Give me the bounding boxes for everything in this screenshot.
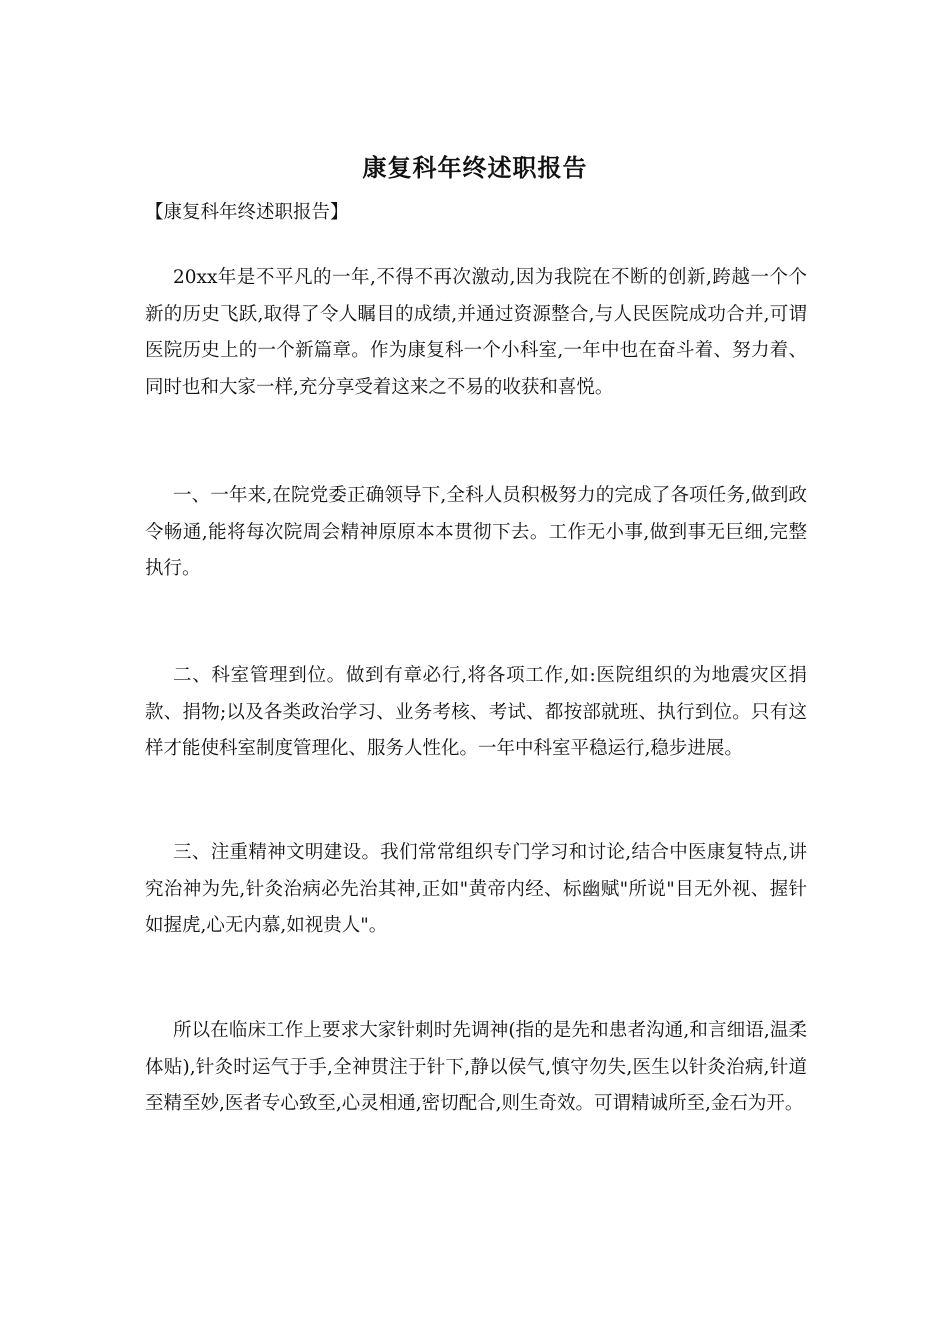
- paragraph-section-two: 二、科室管理到位。做到有章必行,将各项工作,如:医院组织的为地震灾区捐款、捐物;以及各类政治学习、业务考核、考试、都按部就班、执行到位。只有这样才能使科室制度管理化、服务人性化。一年中科室平稳运行,稳步进展。: [145, 665, 807, 759]
- paragraph-clinical-work: 所以在临床工作上要求大家针刺时先调神(指的是先和患者沟通,和言细语,温柔体贴),针灸时运气于手,全神贯注于针下,静以侯气,慎守勿失,医生以针灸治病,针道至精至妙,医者专心致至,心灵相通,密切配合,则生奇效。可谓精诚所至,金石为开。: [145, 1020, 807, 1114]
- paragraph-intro: 20xx年是不平凡的一年,不得不再次激动,因为我院在不断的创新,跨越一个个新的历史飞跃,取得了令人瞩目的成绩,并通过资源整合,与人民医院成功合并,可谓医院历史上的一个新篇章。作为康复科一个小科室,一年中也在奋斗着、努力着、同时也和大家一样,充分享受着这来之不易的收获和喜悦。: [145, 267, 807, 398]
- document-subtitle: 【康复科年终述职报告】: [145, 202, 349, 223]
- paragraph-section-one: 一、一年来,在院党委正确领导下,全科人员积极努力的完成了各项任务,做到政令畅通,能将每次院周会精神原原本本贯彻下去。工作无小事,做到事无巨细,完整执行。: [145, 485, 807, 579]
- document-title: 康复科年终述职报告: [362, 153, 588, 182]
- paragraph-section-three: 三、注重精神文明建设。我们常常组织专门学习和讨论,结合中医康复特点,讲究治神为先,针灸治病必先治其神,正如"黄帝内经、标幽赋"所说"目无外视、握针如握虎,心无内慕,如视贵人"。: [145, 842, 807, 936]
